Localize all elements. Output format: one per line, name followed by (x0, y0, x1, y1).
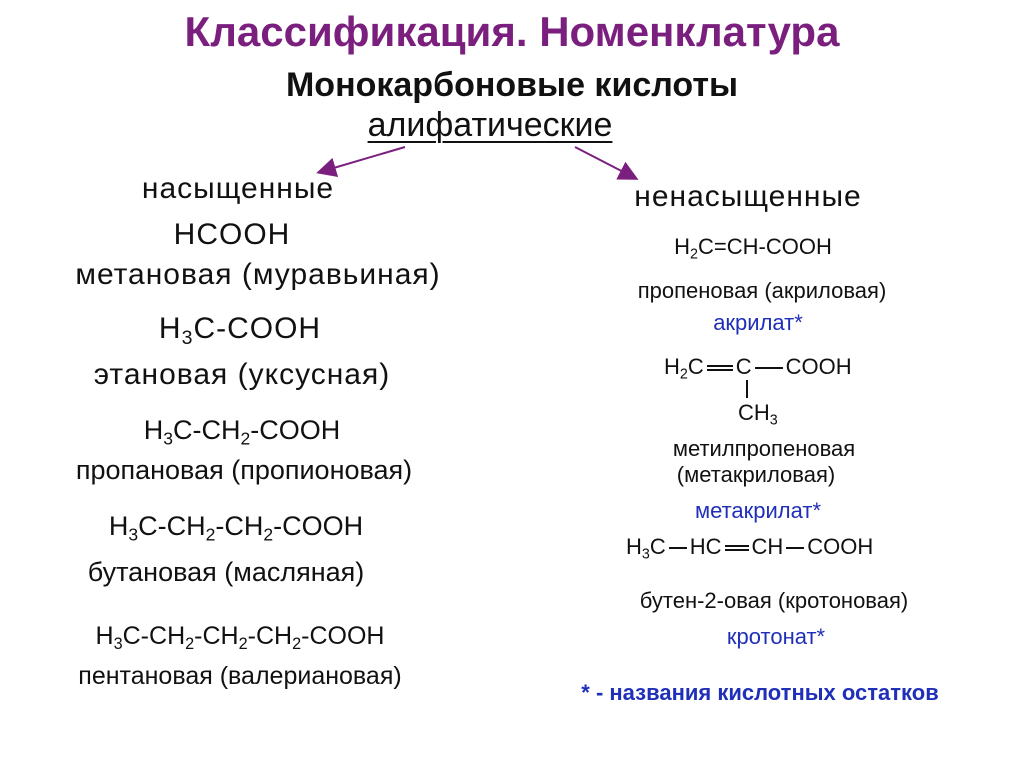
name-propionic: пропановая (пропионовая) (75, 455, 413, 485)
residue-acrylate: акрилат* (713, 310, 803, 335)
formula-acetic: $H_3C$-COOH (158, 312, 322, 349)
branch-bond (746, 380, 748, 398)
formula-crotonic: $H_3C$ HC CH COOH (626, 534, 874, 563)
arrow-left (320, 147, 405, 172)
formula-butyric: $H_3C-CH_2-CH_2$-COOH (108, 511, 364, 545)
name-acetic: этановая (уксусная) (93, 358, 391, 391)
single-bond (786, 547, 804, 549)
unsaturated-heading: ненасыщенные (634, 180, 862, 213)
single-bond (669, 547, 687, 549)
name-acrylic: пропеновая (акриловая) (637, 278, 887, 303)
name-methacrylic-1: метилпропеновая (672, 436, 856, 461)
double-bond (725, 545, 749, 551)
formula-formic: HCOOH (173, 218, 291, 251)
page-title: Классификация. Номенклатура (184, 8, 840, 55)
category-label: алифатические (367, 106, 613, 144)
formula-valeric: $H_3C-CH_2-CH_2-CH_2$-COOH (95, 622, 385, 653)
residue-crotonate: кротонат* (726, 624, 826, 649)
double-bond (707, 365, 733, 371)
formula-acrylic: $H_2C=CH$-COOH (674, 234, 832, 263)
formula-propionic: $H_3C-CH_2$-COOH (143, 415, 341, 449)
name-formic: метановая (муравьиная) (75, 258, 441, 291)
single-bond (755, 367, 783, 369)
saturated-heading: насыщенные (141, 172, 335, 205)
footnote: * - названия кислотных остатков (581, 680, 939, 705)
page-subtitle: Монокарбоновые кислоты (285, 66, 739, 104)
residue-methacrylate: метакрилат* (694, 498, 822, 523)
name-butyric: бутановая (масляная) (87, 557, 365, 587)
name-crotonic: бутен-2-овая (кротоновая) (639, 588, 909, 613)
arrow-right (575, 147, 635, 178)
name-valeric: пентановая (валериановая) (78, 662, 402, 690)
name-methacrylic-2: (метакриловая) (676, 462, 836, 487)
formula-methyl-branch: $CH_3$ (738, 400, 778, 429)
formula-methacrylic: $H_2C$ C COOH (664, 354, 852, 383)
